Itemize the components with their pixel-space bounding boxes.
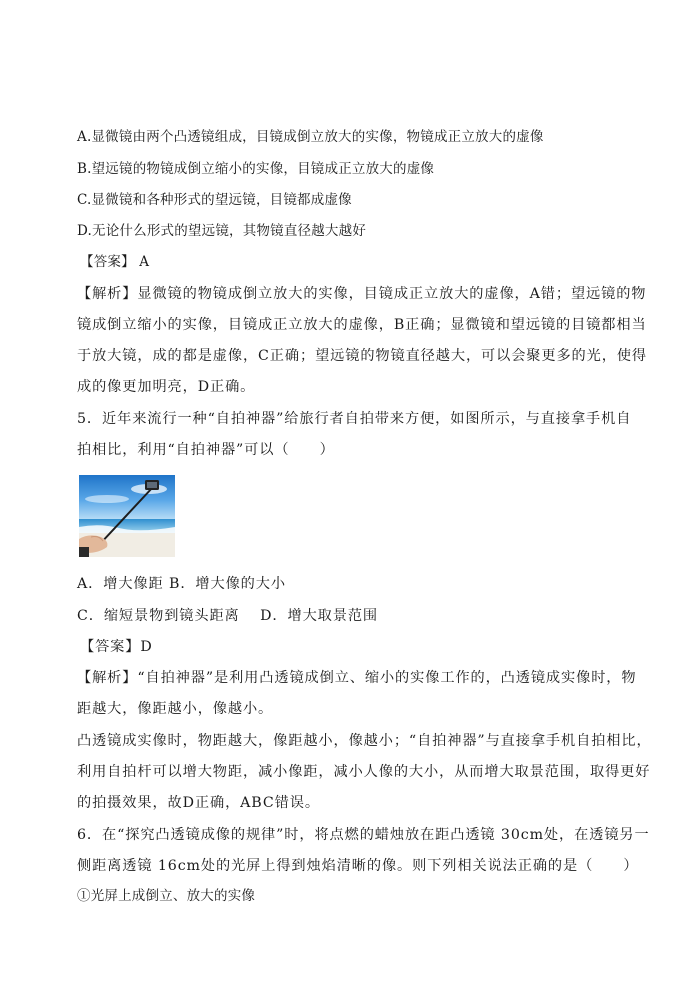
q6-statement-1: ①光屏上成倒立、放大的实像 [77,888,256,904]
q5-analysis-line-2: 距越大，像距越小，像越小。 [77,701,274,717]
q6-stem-line-1: 6．在“探究凸透镜成像的规律”时，将点燃的蜡烛放在距凸透镜 30cm处，在透镜另一 [77,827,650,843]
q4-analysis-line-3: 于放大镜，成的都是虚像，C正确；望远镜的物镜直径越大，可以会聚更多的光，使得 [77,348,647,364]
q4-answer: 【答案】 A [80,254,150,270]
q5-options-line-1: A．增大像距 B．增大像的大小 [77,576,286,592]
q5-analysis-line-5: 的拍摄效果，故D正确，ABC错误。 [77,795,320,811]
selfie-stick-image [79,475,175,557]
q6-stem-line-2: 侧距离透镜 16cm处的光屏上得到烛焰清晰的像。则下列相关说法正确的是（ ） [77,858,639,874]
q4-analysis-line-1: 【解析】显微镜的物镜成倒立放大的实像，目镜成正立放大的虚像，A错；望远镜的物 [77,286,647,302]
q5-stem-line-1: 5．近年来流行一种“自拍神器”给旅行者自拍带来方便，如图所示，与直接拿手机自 [77,411,632,427]
q5-analysis-line-1: 【解析】“自拍神器”是利用凸透镜成倒立、缩小的实像工作的，凸透镜成实像时，物 [77,670,637,686]
q4-analysis-line-2: 镜成倒立缩小的实像，目镜成正立放大的虚像，B正确；显微镜和望远镜的目镜都相当 [77,317,647,333]
q4-option-b: B.望远镜的物镜成倒立缩小的实像，目镜成正立放大的虚像 [77,161,435,177]
q5-answer: 【答案】D [80,639,153,655]
q5-options-line-2: C．缩短景物到镜头距离 D．增大取景范围 [77,608,379,624]
q5-analysis-line-4: 利用自拍杆可以增大物距，减小像距，减小人像的大小，从而增大取景范围，取得更好 [77,764,651,780]
selfie-stick-photo [79,475,175,557]
q4-option-a: A.显微镜由两个凸透镜组成，目镜成倒立放大的实像，物镜成正立放大的虚像 [77,129,544,145]
q4-option-d: D.无论什么形式的望远镜，其物镜直径越大越好 [77,223,367,239]
q5-stem-line-2: 拍相比，利用“自拍神器”可以（ ） [77,442,335,458]
q5-analysis-line-3: 凸透镜成实像时，物距越大，像距越小，像越小；“自拍神器”与直接拿手机自拍相比， [77,733,652,749]
q4-option-c: C.显微镜和各种形式的望远镜，目镜都成虚像 [77,192,352,208]
q4-analysis-line-4: 成的像更加明亮，D正确。 [77,379,256,395]
